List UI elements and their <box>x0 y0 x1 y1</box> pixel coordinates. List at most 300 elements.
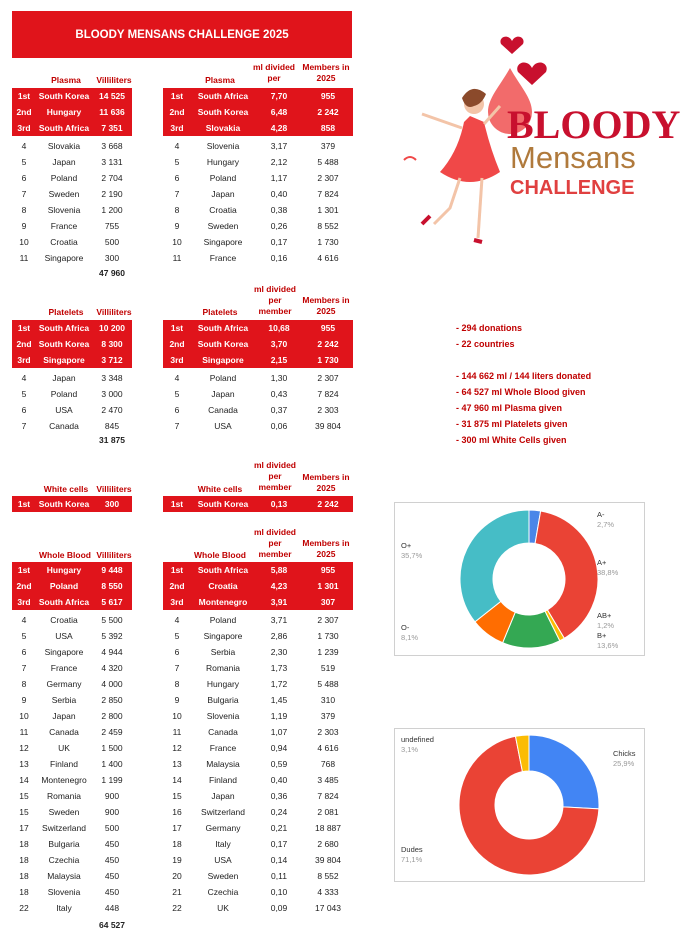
table-cell: Germany <box>46 679 82 689</box>
table-cell: 5 <box>21 631 27 641</box>
table-cell: Canada <box>49 421 79 431</box>
table-cell: 1,17 <box>270 173 288 183</box>
table-cell: 3 131 <box>101 157 123 167</box>
table-cell: 2nd <box>12 336 36 352</box>
table-cell: Bulgaria <box>207 695 239 705</box>
logo-text-challenge: CHALLENGE <box>510 177 635 199</box>
table-cell: 0,11 <box>271 871 287 881</box>
table-cell: 1 239 <box>317 647 339 657</box>
table-cell: Japan <box>52 711 76 721</box>
table-cell: 5 <box>21 157 27 167</box>
table-cell: 3 000 <box>101 389 123 399</box>
table-row <box>163 836 353 852</box>
table-cell: 1 400 <box>101 759 123 769</box>
table-cell: South Korea <box>36 336 92 352</box>
heart-icon <box>500 37 523 54</box>
table-cell: Hungary <box>206 157 240 167</box>
table-cell: 2 800 <box>101 711 123 721</box>
table-cell: 3 485 <box>317 775 339 785</box>
table-row <box>12 418 132 434</box>
table-row <box>12 320 132 336</box>
table-row <box>163 418 353 434</box>
table-cell: 500 <box>104 823 120 833</box>
table-row <box>12 370 132 386</box>
table-row <box>163 154 353 170</box>
table-cell: 16 <box>172 807 182 817</box>
table-cell: 2 081 <box>317 807 339 817</box>
table-cell: 9 <box>174 695 180 705</box>
table-row <box>163 336 353 352</box>
table-cell: 7 824 <box>317 791 339 801</box>
table-cell: 0,24 <box>270 807 288 817</box>
platelets-volume-table <box>12 320 132 434</box>
table-cell: 17 043 <box>315 903 341 913</box>
table-cell: 5,88 <box>255 562 303 578</box>
chart2-label-dudes: Dudes 71,1% <box>401 845 423 864</box>
chart2-label-chicks: Chicks 25,9% <box>613 749 636 768</box>
table-row <box>163 804 353 820</box>
table-cell: Japan <box>211 189 235 199</box>
table-cell: 0,13 <box>255 496 303 512</box>
table-cell: 5 392 <box>101 631 123 641</box>
table-cell: 379 <box>320 711 336 721</box>
table-cell: Hungary <box>206 679 240 689</box>
table-cell: 0,14 <box>270 855 288 865</box>
table-cell: 4,23 <box>255 578 303 594</box>
table-row <box>12 386 132 402</box>
table-cell: 14 <box>172 775 182 785</box>
table-row <box>163 900 353 916</box>
table-cell: 21 <box>172 887 182 897</box>
table-cell: 1,73 <box>270 663 288 673</box>
table-cell: 11 <box>172 253 182 263</box>
table-cell: Finland <box>209 775 237 785</box>
platelets-total: 31 875 <box>99 435 125 445</box>
table-cell: 10 <box>19 237 29 247</box>
table-cell: South Africa <box>191 562 255 578</box>
table-row <box>163 496 353 512</box>
table-cell: 1 199 <box>101 775 123 785</box>
table-cell: 4 000 <box>101 679 123 689</box>
table-row <box>163 594 353 610</box>
table-cell: 5 <box>174 157 180 167</box>
table-cell: 1st <box>163 496 191 512</box>
table-cell: 900 <box>104 807 120 817</box>
table-cell: 450 <box>104 887 120 897</box>
table-cell: 6 <box>21 405 27 415</box>
table-cell: 17 <box>19 823 29 833</box>
table-cell: 8 552 <box>317 221 339 231</box>
table-cell: 2 242 <box>303 104 353 120</box>
table-cell: 1 730 <box>317 237 339 247</box>
gender-chart <box>394 728 645 882</box>
donut-slice-chicks <box>529 735 599 809</box>
stat-line: - 64 527 ml Whole Blood given <box>456 387 586 397</box>
table-cell: 7 <box>174 421 180 431</box>
table-cell: 3,91 <box>255 594 303 610</box>
table-cell: 39 804 <box>315 421 341 431</box>
table-cell: Sweden <box>48 189 80 199</box>
table-row <box>163 186 353 202</box>
table-cell: 4 616 <box>317 743 339 753</box>
table-row <box>163 138 353 154</box>
table-cell: 18 <box>19 839 29 849</box>
table-cell: 9 <box>21 695 27 705</box>
table-row <box>12 218 132 234</box>
table-cell: 8 300 <box>92 336 132 352</box>
table-cell: 1 200 <box>101 205 123 215</box>
table-cell: 5 500 <box>101 615 123 625</box>
table-row <box>12 756 132 772</box>
table-cell: 4 <box>21 141 27 151</box>
table-row <box>163 772 353 788</box>
table-cell: USA <box>55 631 73 641</box>
table-cell: Germany <box>205 823 241 833</box>
table-cell: 10 <box>172 237 182 247</box>
table-cell: 11 636 <box>92 104 132 120</box>
table-cell: 448 <box>104 903 120 913</box>
table-row <box>12 88 132 104</box>
table-cell: 450 <box>104 855 120 865</box>
table-cell: Japan <box>52 373 76 383</box>
donut-slice-o- <box>460 510 529 622</box>
table-cell: 19 <box>172 855 182 865</box>
table-cell: 2 307 <box>317 373 339 383</box>
table-row <box>12 724 132 740</box>
table-row <box>12 202 132 218</box>
stat-line: - 144 662 ml / 144 liters donated <box>456 371 592 381</box>
table-cell: Montenegro <box>41 775 87 785</box>
chart1-label-o-neg: O- 8,1% <box>401 623 419 642</box>
stat-line: - 294 donations <box>456 323 523 333</box>
table-cell: 5 <box>174 389 180 399</box>
table-row <box>12 138 132 154</box>
table-cell: France <box>209 743 237 753</box>
table-cell: 900 <box>104 791 120 801</box>
table-row <box>163 644 353 660</box>
table-cell: 768 <box>320 759 336 769</box>
table-cell: 755 <box>104 221 120 231</box>
table-cell: France <box>209 253 237 263</box>
table-cell: 5 <box>21 389 27 399</box>
table-cell: UK <box>58 743 70 753</box>
table-cell: 10 <box>19 711 29 721</box>
table-cell: South Korea <box>191 336 255 352</box>
table-cell: 3,71 <box>270 615 288 625</box>
table-cell: 2 303 <box>317 727 339 737</box>
table-cell: 4 320 <box>101 663 123 673</box>
table-cell: 22 <box>172 903 182 913</box>
stats-summary-bottom <box>456 368 591 448</box>
table-cell: Poland <box>209 373 237 383</box>
table-cell: 0,06 <box>270 421 288 431</box>
table-cell: 4 616 <box>317 253 339 263</box>
table-row <box>163 170 353 186</box>
table-cell: 0,37 <box>270 405 288 415</box>
table-row <box>12 612 132 628</box>
table-cell: 1st <box>12 320 36 336</box>
table-cell: 0,40 <box>270 189 288 199</box>
table-cell: 10 <box>172 711 182 721</box>
table-cell: Italy <box>215 839 231 849</box>
table-cell: 13 <box>172 759 182 769</box>
table-row <box>12 836 132 852</box>
platelets-left-header-type: Platelets <box>48 307 84 317</box>
plasma-right-header-ml: ml divided per <box>252 62 296 83</box>
white-cells-right-header-members: Members in 2025 <box>302 472 350 493</box>
table-cell: Slovenia <box>47 205 81 215</box>
table-cell: Japan <box>211 791 235 801</box>
table-cell: 2nd <box>163 104 191 120</box>
logo-illustration <box>392 28 682 278</box>
table-row <box>12 692 132 708</box>
table-cell: 1st <box>163 320 191 336</box>
table-cell: Romania <box>205 663 241 673</box>
table-cell: 4 944 <box>101 647 123 657</box>
table-cell: 519 <box>320 663 336 673</box>
table-cell: Singapore <box>203 237 243 247</box>
table-row <box>163 708 353 724</box>
table-row <box>163 724 353 740</box>
table-row <box>12 170 132 186</box>
table-row <box>12 336 132 352</box>
table-row <box>12 852 132 868</box>
table-cell: 0,43 <box>270 389 288 399</box>
table-cell: 1st <box>163 88 191 104</box>
table-cell: Switzerland <box>42 823 86 833</box>
table-row <box>163 202 353 218</box>
table-row <box>163 868 353 884</box>
table-cell: 3rd <box>163 594 191 610</box>
table-row <box>12 676 132 692</box>
table-cell: 5 488 <box>317 157 339 167</box>
table-row <box>163 740 353 756</box>
table-cell: 3rd <box>12 120 36 136</box>
table-cell: 15 <box>19 791 29 801</box>
table-cell: 3rd <box>12 594 36 610</box>
table-cell: 22 <box>19 903 29 913</box>
table-cell: 0,40 <box>270 775 288 785</box>
table-cell: 4,28 <box>255 120 303 136</box>
table-cell: Serbia <box>51 695 77 705</box>
table-cell: Italy <box>56 903 72 913</box>
table-cell: 450 <box>104 839 120 849</box>
whole-blood-right-header-members: Members in 2025 <box>302 538 350 559</box>
table-cell: 9 <box>174 221 180 231</box>
table-cell: 8 <box>21 205 27 215</box>
platelets-per-member-table <box>163 320 353 434</box>
table-row <box>163 120 353 136</box>
table-cell: 4 <box>174 373 180 383</box>
table-cell: Serbia <box>210 647 236 657</box>
plasma-right-header-type: Plasma <box>205 75 235 85</box>
table-cell: 2nd <box>163 336 191 352</box>
table-cell: 858 <box>303 120 353 136</box>
table-cell: 2 303 <box>317 405 339 415</box>
table-row <box>12 594 132 610</box>
table-cell: 12 <box>172 743 182 753</box>
table-cell: 7,70 <box>255 88 303 104</box>
table-cell: 14 <box>19 775 29 785</box>
table-cell: 1,07 <box>270 727 288 737</box>
chart1-label-a-pos: A+ 38,8% <box>597 558 619 577</box>
table-cell: 18 <box>172 839 182 849</box>
table-cell: UK <box>217 903 229 913</box>
table-cell: 2 704 <box>101 173 123 183</box>
table-cell: 1,45 <box>270 695 288 705</box>
table-row <box>12 104 132 120</box>
table-cell: 3rd <box>12 352 36 368</box>
whole-blood-volume-table <box>12 562 132 916</box>
table-row <box>163 104 353 120</box>
blood-type-chart <box>394 502 645 656</box>
table-cell: Slovenia <box>206 141 240 151</box>
table-cell: 0,16 <box>270 253 288 263</box>
table-row <box>163 628 353 644</box>
table-row <box>163 676 353 692</box>
table-cell: Canada <box>49 727 79 737</box>
table-row <box>163 884 353 900</box>
table-cell: 2,30 <box>270 647 288 657</box>
table-row <box>12 154 132 170</box>
plasma-per-member-table <box>163 88 353 266</box>
table-cell: 7 <box>21 189 27 199</box>
platelets-right-header-members: Members in 2025 <box>302 295 350 316</box>
table-cell: South Africa <box>36 320 92 336</box>
table-cell: Hungary <box>36 562 92 578</box>
table-cell: 6 <box>21 173 27 183</box>
table-cell: 4 <box>174 141 180 151</box>
table-row <box>12 352 132 368</box>
table-cell: USA <box>214 855 232 865</box>
table-cell: 10 200 <box>92 320 132 336</box>
logo-text-mensans: Mensans <box>510 140 636 175</box>
table-row <box>163 370 353 386</box>
table-cell: Canada <box>208 405 238 415</box>
table-cell: South Korea <box>191 496 255 512</box>
table-cell: 17 <box>172 823 182 833</box>
table-cell: 310 <box>320 695 336 705</box>
table-row <box>163 562 353 578</box>
table-cell: 3,17 <box>270 141 288 151</box>
table-cell: Japan <box>52 157 76 167</box>
table-cell: 3 712 <box>92 352 132 368</box>
table-cell: 1st <box>12 88 36 104</box>
table-cell: 307 <box>303 594 353 610</box>
table-cell: 0,10 <box>270 887 288 897</box>
table-cell: 8 550 <box>92 578 132 594</box>
table-cell: 2nd <box>12 104 36 120</box>
whole-blood-left-header-type: Whole Blood <box>39 550 91 560</box>
table-cell: Poland <box>50 173 78 183</box>
white-cells-left-header-type: White cells <box>43 484 89 494</box>
table-row <box>163 88 353 104</box>
table-cell: 2 242 <box>303 336 353 352</box>
table-cell: France <box>50 663 78 673</box>
table-cell: 1 301 <box>303 578 353 594</box>
table-row <box>163 234 353 250</box>
table-cell: 3rd <box>163 120 191 136</box>
table-cell: Sweden <box>207 871 239 881</box>
table-cell: 5 <box>174 631 180 641</box>
table-cell: 1 500 <box>101 743 123 753</box>
table-row <box>12 562 132 578</box>
logo <box>392 28 682 278</box>
chart1-label-o-pos: O+ 35,7% <box>401 541 423 560</box>
white-cells-volume-table <box>12 496 132 512</box>
table-cell: 2 307 <box>317 173 339 183</box>
table-cell: 18 887 <box>315 823 341 833</box>
table-cell: 0,17 <box>270 237 288 247</box>
table-cell: Finland <box>50 759 78 769</box>
whole-blood-per-member-table <box>163 562 353 916</box>
table-row <box>12 740 132 756</box>
table-cell: South Africa <box>191 320 255 336</box>
table-cell: 6 <box>174 647 180 657</box>
table-cell: 9 <box>21 221 27 231</box>
table-cell: 15 <box>19 807 29 817</box>
table-cell: 7 824 <box>317 389 339 399</box>
table-cell: Czechia <box>207 887 239 897</box>
table-row <box>163 320 353 336</box>
table-cell: 450 <box>104 871 120 881</box>
table-row <box>12 234 132 250</box>
table-row <box>12 120 132 136</box>
table-row <box>163 788 353 804</box>
table-cell: France <box>50 221 78 231</box>
table-cell: 1st <box>12 562 36 578</box>
table-cell: Romania <box>46 791 82 801</box>
table-row <box>163 250 353 266</box>
table-row <box>163 660 353 676</box>
table-cell: 0,17 <box>270 839 288 849</box>
table-row <box>163 352 353 368</box>
heart-icon <box>517 62 547 85</box>
table-cell: 7 <box>174 663 180 673</box>
table-row <box>12 644 132 660</box>
table-cell: 11 <box>19 253 29 263</box>
table-row <box>163 692 353 708</box>
stat-line: - 47 960 ml Plasma given <box>456 403 563 413</box>
table-row <box>163 820 353 836</box>
chart2-label-undefined: undefined 3,1% <box>401 735 434 754</box>
table-cell: 7 351 <box>92 120 132 136</box>
white-cells-per-member-table <box>163 496 353 512</box>
table-row <box>12 660 132 676</box>
table-cell: 20 <box>172 871 182 881</box>
table-cell: 14 525 <box>92 88 132 104</box>
table-row <box>163 612 353 628</box>
chart1-label-a-neg: A- 2,7% <box>597 510 615 529</box>
table-cell: 11 <box>19 727 29 737</box>
table-row <box>12 402 132 418</box>
table-cell: 1,30 <box>270 373 288 383</box>
table-cell: Singapore <box>44 253 84 263</box>
whole-blood-left-header-volume: Villiliters <box>96 550 132 560</box>
table-cell: 845 <box>104 421 120 431</box>
table-cell: Poland <box>50 389 78 399</box>
table-cell: 7 824 <box>317 189 339 199</box>
table-cell: 18 <box>19 871 29 881</box>
table-cell: 6 <box>174 173 180 183</box>
stat-line: - 31 875 ml Platelets given <box>456 419 568 429</box>
table-cell: 12 <box>19 743 29 753</box>
table-cell: 0,21 <box>270 823 288 833</box>
table-cell: 8 552 <box>317 871 339 881</box>
table-cell: Croatia <box>50 237 78 247</box>
table-cell: USA <box>214 421 232 431</box>
table-cell: 8 <box>21 679 27 689</box>
